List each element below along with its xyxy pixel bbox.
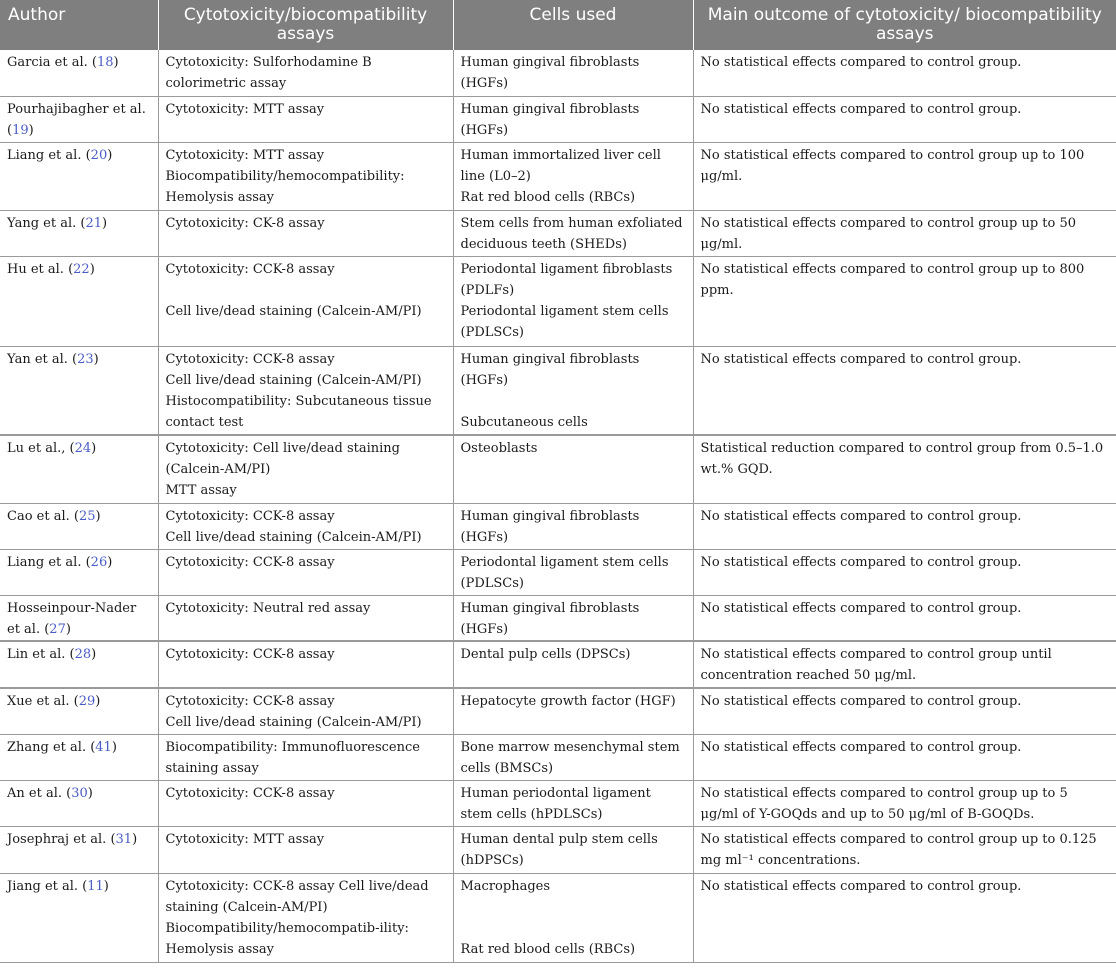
ref-close-paren: ) (95, 694, 101, 709)
assays-cell (158, 142, 453, 210)
author-cell (0, 50, 158, 96)
reference-link[interactable]: 41 (95, 739, 112, 755)
author-name: Garcia et al. ( (7, 55, 97, 70)
reference-link[interactable]: 31 (115, 831, 133, 847)
reference-link[interactable]: 23 (77, 351, 94, 367)
table-row (0, 96, 1116, 142)
assays-cell-line: Cytotoxicity: CCK-8 assay (165, 351, 335, 367)
assays-cell-line: Cytotoxicity: CCK-8 assay (165, 694, 335, 709)
cells-cell-line: Human gingival fibroblasts (HGFs) (460, 600, 640, 637)
author-name: Lu et al., ( (7, 441, 75, 456)
outcome-cell: No statistical effects compared to control group. (693, 346, 1116, 435)
spacer (461, 391, 686, 412)
assays-cell (158, 826, 453, 873)
author-name: Lin et al. ( (7, 647, 75, 662)
assays-cell (158, 549, 453, 595)
ref-close-paren: ) (95, 508, 101, 524)
cells-cell (453, 142, 693, 210)
ref-close-paren: ) (111, 739, 117, 755)
author-name: Josephraj et al. ( (7, 831, 116, 847)
cells-cell-line: Dental pulp cells (DPSCs) (460, 647, 631, 662)
ref-close-paren: ) (91, 647, 97, 662)
assays-cell (158, 96, 453, 142)
cells-cell-line: Human dental pulp stem cells (hDPSCs) (460, 831, 658, 868)
assays-cell (158, 688, 453, 734)
author-name: Hosseinpour-Nader et al. ( (7, 600, 137, 637)
table-row (0, 256, 1116, 346)
ref-close-paren: ) (87, 785, 93, 801)
assays-cell-line: MTT assay (165, 483, 237, 498)
ref-close-paren: ) (107, 147, 113, 163)
assays-cell-line: Cytotoxicity: CCK-8 assay (165, 647, 335, 662)
author-cell (0, 595, 158, 641)
spacer (461, 897, 686, 918)
cells-cell-line: Human immortalized liver cell line (L0–2) (460, 147, 661, 184)
header-assays: Cytotoxicity/biocompatibility assays (158, 0, 453, 50)
assays-cell (158, 595, 453, 641)
ref-close-paren: ) (132, 831, 138, 847)
assays-cell (158, 503, 453, 549)
assays-cell-line: Histocompatibility: Subcutaneous tissue contact test (165, 393, 432, 430)
author-name: Jiang et al. ( (7, 878, 88, 894)
assays-cell (158, 873, 453, 962)
assays-cell-line: Cytotoxicity: CCK-8 assay (165, 261, 335, 277)
cells-cell (453, 346, 693, 435)
ref-close-paren: ) (89, 261, 95, 277)
author-name: Pourhajibagher et al. ( (7, 101, 146, 138)
author-cell (0, 142, 158, 210)
outcome-cell: No statistical effects compared to control group. (693, 549, 1116, 595)
cells-cell (453, 826, 693, 873)
outcome-cell: No statistical effects compared to control group up to 5 μg/ml of Y-GOQds and up to 50 μg/ml of B-GOQDs. (693, 780, 1116, 826)
assays-cell (158, 780, 453, 826)
outcome-cell: No statistical effects compared to control group. (693, 96, 1116, 142)
assays-cell-line: Biocompatibility/hemocompatibility: Hemolysis assay (165, 168, 405, 205)
cells-cell (453, 210, 693, 256)
reference-link[interactable]: 30 (71, 785, 88, 801)
author-cell (0, 346, 158, 435)
author-name: Xue et al. ( (7, 694, 79, 709)
cells-cell-line: Osteoblasts (460, 441, 538, 456)
author-cell (0, 503, 158, 549)
assays-cell-line: Cytotoxicity: MTT assay (165, 101, 325, 117)
reference-link[interactable]: 24 (74, 441, 92, 456)
cells-cell-line: Periodontal ligament fibroblasts (PDLFs) (460, 261, 673, 298)
ref-close-paren: ) (93, 351, 99, 367)
outcome-cell: No statistical effects compared to control group until concentration reached 50 μg/ml. (693, 641, 1116, 688)
cells-cell (453, 734, 693, 780)
author-name: Cao et al. ( (7, 508, 79, 524)
assays-cell-line: Cytotoxicity: MTT assay (165, 147, 325, 163)
cells-cell-line: Hepatocyte growth factor (HGF) (460, 694, 676, 709)
author-cell (0, 256, 158, 346)
cells-cell (453, 256, 693, 346)
cells-cell (453, 435, 693, 503)
assays-cell-line: Cytotoxicity: Neutral red assay (165, 600, 371, 616)
outcome-cell: No statistical effects compared to control group. (693, 688, 1116, 734)
cells-cell-line: Human gingival fibroblasts (HGFs) (460, 55, 640, 91)
ref-close-paren: ) (113, 55, 119, 70)
spacer (166, 280, 446, 301)
reference-link[interactable]: 21 (85, 215, 102, 231)
header-author: Author (0, 0, 158, 50)
assays-cell-line: Cell live/dead staining (Calcein-AM/PI) (165, 372, 422, 388)
author-name: Liang et al. ( (7, 147, 91, 163)
table-row (0, 734, 1116, 780)
table-row (0, 549, 1116, 595)
assays-cell (158, 50, 453, 96)
assays-cell-line: Biocompatibility: Immunofluorescence staining assay (165, 739, 420, 776)
cells-cell-line: Macrophages (460, 878, 551, 894)
author-cell (0, 780, 158, 826)
cells-cell-line: Periodontal ligament stem cells (PDLSCs) (460, 554, 669, 591)
table-row (0, 210, 1116, 256)
cells-cell-line: Human periodontal ligament stem cells (hPDLSCs) (460, 785, 651, 822)
reference-link[interactable]: 25 (78, 508, 96, 524)
author-cell (0, 826, 158, 873)
cells-cell-line: Human gingival fibroblasts (HGFs) (460, 101, 640, 138)
assays-cell-line: Cytotoxicity: Cell live/dead staining (Calcein-AM/PI) (165, 441, 400, 477)
author-name: Hu et al. ( (7, 261, 74, 277)
assays-cell-line: Cytotoxicity: CCK-8 assay Cell live/dead staining (Calcein-AM/PI) (165, 878, 429, 915)
cells-cell (453, 641, 693, 688)
table-row (0, 826, 1116, 873)
reference-link[interactable]: 26 (90, 554, 108, 570)
ref-close-paren: ) (65, 621, 71, 637)
cells-cell-line: Human gingival fibroblasts (HGFs) (460, 508, 640, 545)
ref-close-paren: ) (107, 554, 113, 570)
outcome-cell: No statistical effects compared to control group. (693, 734, 1116, 780)
assays-cell-line: Cell live/dead staining (Calcein-AM/PI) (165, 529, 422, 545)
table-row (0, 780, 1116, 826)
author-cell (0, 873, 158, 962)
outcome-cell: No statistical effects compared to control group. (693, 503, 1116, 549)
reference-link[interactable]: 29 (78, 694, 96, 709)
cells-cell-line: Bone marrow mesenchymal stem cells (BMSCs) (460, 739, 680, 776)
table-row (0, 435, 1116, 503)
assays-cell (158, 346, 453, 435)
table-row (0, 595, 1116, 641)
outcome-cell: No statistical effects compared to control group up to 800 ppm. (693, 256, 1116, 346)
cells-cell-line: Rat red blood cells (RBCs) (460, 941, 636, 957)
cells-cell (453, 96, 693, 142)
assays-cell-line: Cytotoxicity: CK-8 assay (165, 215, 325, 231)
table-row (0, 503, 1116, 549)
author-cell (0, 734, 158, 780)
assays-cell (158, 210, 453, 256)
table-body (0, 50, 1116, 962)
cells-cell-line: Periodontal ligament stem cells (PDLSCs) (460, 303, 669, 340)
ref-close-paren: ) (28, 122, 34, 138)
assays-cell-line: Cytotoxicity: Sulforhodamine B colorimetric assay (165, 55, 372, 91)
table-row (0, 873, 1116, 962)
author-cell (0, 210, 158, 256)
reference-link[interactable]: 11 (87, 878, 104, 894)
ref-close-paren: ) (103, 878, 109, 894)
cells-cell-line: Rat red blood cells (RBCs) (460, 189, 636, 205)
table-row (0, 142, 1116, 210)
author-name: Yan et al. ( (7, 351, 78, 367)
author-name: An et al. ( (7, 785, 72, 801)
author-cell (0, 641, 158, 688)
assays-cell (158, 256, 453, 346)
assays-cell-line: Cell live/dead staining (Calcein-AM/PI) (165, 715, 422, 730)
outcome-cell: Statistical reduction compared to control group from 0.5–1.0 wt.% GQD. (693, 435, 1116, 503)
ref-close-paren: ) (102, 215, 108, 231)
assays-cell-line: Cell live/dead staining (Calcein-AM/PI) (165, 303, 422, 319)
reference-link[interactable]: 28 (74, 647, 92, 662)
cells-cell (453, 595, 693, 641)
cells-cell (453, 549, 693, 595)
author-name: Yang et al. ( (7, 215, 86, 231)
assays-cell (158, 435, 453, 503)
table-row (0, 346, 1116, 435)
author-name: Liang et al. ( (7, 554, 91, 570)
ref-close-paren: ) (91, 441, 97, 456)
cells-cell-line: Human gingival fibroblasts (HGFs) (460, 351, 640, 388)
reference-link[interactable]: 20 (90, 147, 108, 163)
outcome-cell: No statistical effects compared to control group. (693, 50, 1116, 96)
cells-cell (453, 50, 693, 96)
author-cell (0, 549, 158, 595)
author-cell (0, 96, 158, 142)
outcome-cell: No statistical effects compared to control group. (693, 595, 1116, 641)
assays-cell-line: Cytotoxicity: CCK-8 assay (165, 785, 335, 801)
cells-cell (453, 780, 693, 826)
header-row (0, 0, 1116, 50)
author-name: Zhang et al. ( (7, 739, 96, 755)
outcome-cell: No statistical effects compared to control group up to 0.125 mg ml⁻¹ concentrations. (693, 826, 1116, 873)
table-row (0, 641, 1116, 688)
cells-cell-line: Stem cells from human exfoliated deciduous teeth (SHEDs) (460, 215, 683, 252)
outcome-cell: No statistical effects compared to control group up to 50 μg/ml. (693, 210, 1116, 256)
cells-cell-line: Subcutaneous cells (460, 414, 588, 430)
table-row (0, 688, 1116, 734)
author-cell (0, 435, 158, 503)
header-outcome: Main outcome of cytotoxicity/ biocompatibility assays (693, 0, 1116, 50)
outcome-cell: No statistical effects compared to control group up to 100 μg/ml. (693, 142, 1116, 210)
assays-cell (158, 641, 453, 688)
reference-link[interactable]: 18 (96, 55, 114, 70)
assays-cell-line: Cytotoxicity: CCK-8 assay (165, 508, 335, 524)
cells-cell (453, 503, 693, 549)
assays-cell-line: Cytotoxicity: MTT assay (165, 831, 325, 847)
outcome-cell: No statistical effects compared to control group. (693, 873, 1116, 962)
reference-link[interactable]: 19 (12, 122, 29, 138)
assays-cell (158, 734, 453, 780)
cells-cell (453, 688, 693, 734)
assays-cell-line: Biocompatibility/hemocompatib-ility: Hemolysis assay (165, 920, 409, 957)
assays-cell-line: Cytotoxicity: CCK-8 assay (165, 554, 335, 570)
header-cells: Cells used (453, 0, 693, 50)
spacer (461, 918, 686, 939)
cells-cell (453, 873, 693, 962)
reference-link[interactable]: 22 (73, 261, 90, 277)
reference-link[interactable]: 27 (49, 621, 66, 637)
author-cell (0, 688, 158, 734)
table-row (0, 50, 1116, 96)
